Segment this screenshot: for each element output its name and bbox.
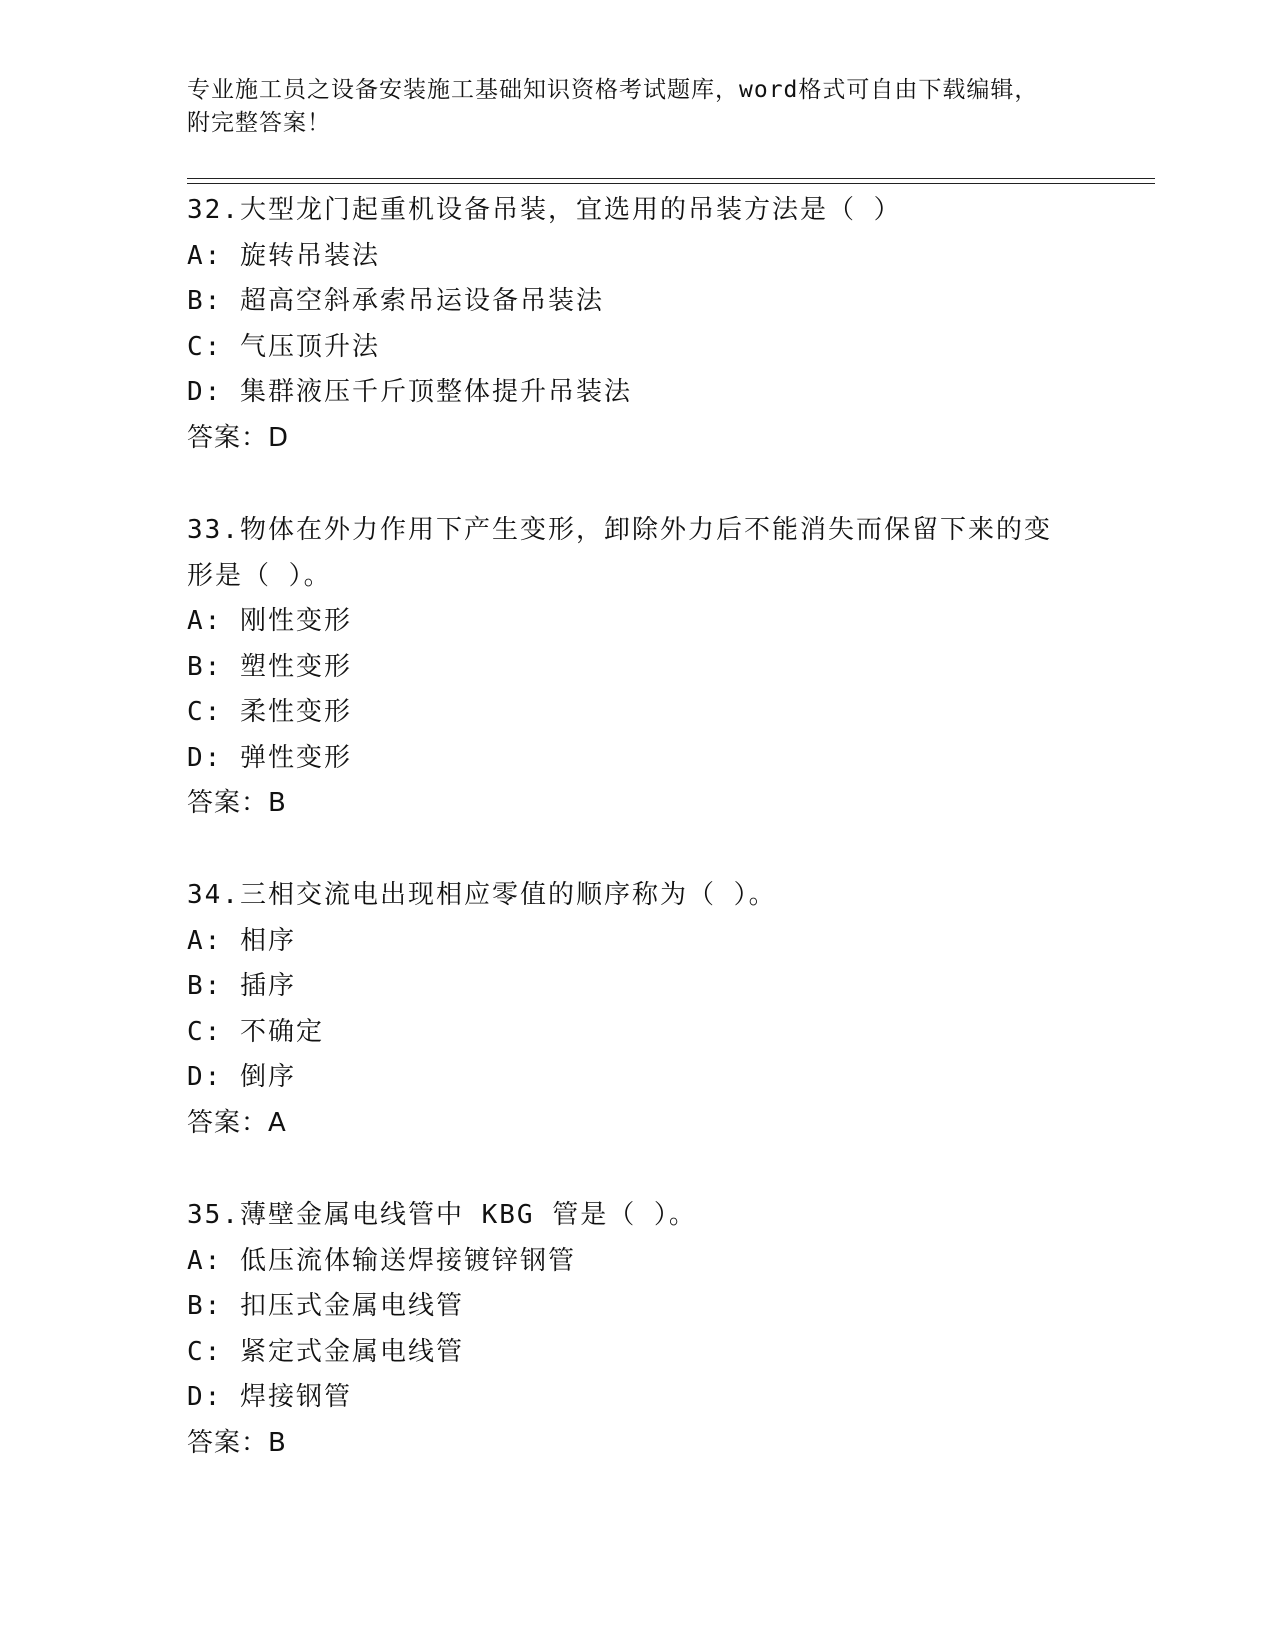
question-stem: 34.三相交流电出现相应零值的顺序称为（ ）。 (187, 880, 777, 910)
option-d: D: 集群液压千斤顶整体提升吊装法 (187, 377, 632, 407)
question-33 (187, 508, 1107, 827)
option-c: C: 柔性变形 (187, 697, 352, 727)
option-a: A: 相序 (187, 925, 296, 956)
option-d: D: 焊接钢管 (187, 1382, 352, 1412)
question-35 (187, 1193, 1107, 1466)
answer: 答案：D (187, 422, 290, 453)
question-stem: 32.大型龙门起重机设备吊装，宜选用的吊装方法是（ ） (187, 195, 902, 225)
option-d: D: 倒序 (187, 1062, 296, 1092)
answer: 答案：B (187, 788, 287, 818)
option-a: A: 低压流体输送焊接镀锌钢管 (187, 1245, 576, 1276)
option-d: D: 弹性变形 (187, 742, 352, 773)
question-34 (187, 873, 1107, 1146)
option-c: C: 不确定 (187, 1016, 324, 1047)
option-b: B: 插序 (187, 971, 296, 1001)
option-c: C: 紧定式金属电线管 (187, 1336, 464, 1367)
question-stem-line-1: 33.物体在外力作用下产生变形，卸除外力后不能消失而保留下来的变 (187, 515, 1052, 545)
answer: 答案：A (187, 1107, 287, 1138)
header-note-line-2: 附完整答案！ (187, 110, 331, 136)
option-a: A: 刚性变形 (187, 606, 352, 636)
option-b: B: 扣压式金属电线管 (187, 1291, 464, 1321)
header-divider-top (187, 178, 1155, 179)
option-b: B: 塑性变形 (187, 651, 352, 682)
question-stem: 35.薄壁金属电线管中 KBG 管是（ ）。 (187, 1200, 697, 1230)
answer: 答案：B (187, 1427, 287, 1458)
option-b: B: 超高空斜承索吊运设备吊装法 (187, 286, 604, 316)
header-note (187, 74, 1087, 140)
option-c: C: 气压顶升法 (187, 331, 380, 362)
question-stem-line-2: 形是（ ）。 (187, 560, 332, 591)
option-a: A: 旋转吊装法 (187, 240, 380, 271)
question-32 (187, 188, 1107, 461)
header-divider-bottom (187, 183, 1155, 184)
header-note-line-1: 专业施工员之设备安装施工基础知识资格考试题库，word格式可自由下载编辑， (187, 77, 1039, 103)
